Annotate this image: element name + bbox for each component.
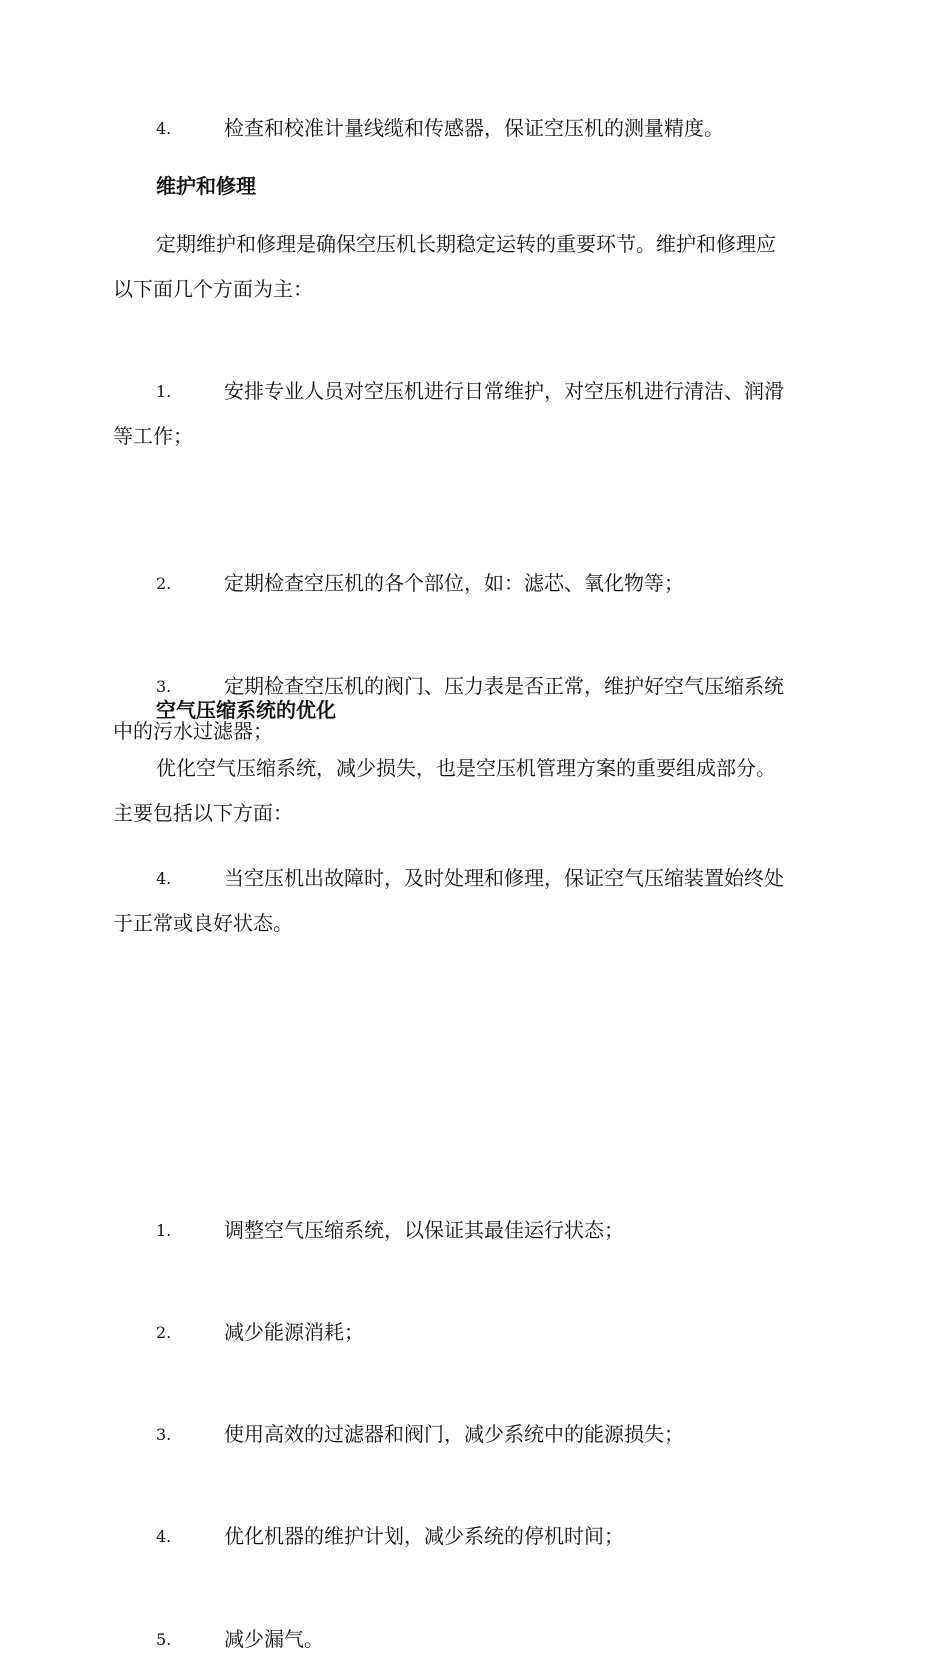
section-intro bbox=[113, 222, 835, 312]
list-item bbox=[113, 561, 835, 606]
list-number: 1. bbox=[156, 382, 172, 401]
list-number: 2. bbox=[156, 574, 172, 593]
list-text-continued: 等工作； bbox=[113, 424, 193, 448]
section-heading: 维护和修理 bbox=[156, 174, 256, 198]
list-item bbox=[113, 1310, 835, 1355]
list-item bbox=[113, 856, 835, 946]
intro-line-1: 定期维护和修理是确保空压机长期稳定运转的重要环节。维护和修理应 bbox=[156, 232, 776, 256]
list-number: 3. bbox=[156, 677, 172, 696]
section-heading-maintenance bbox=[113, 164, 835, 209]
intro-line-2: 以下面几个方面为主： bbox=[113, 277, 313, 301]
list-item bbox=[113, 1617, 835, 1662]
section-heading: 空气压缩系统的优化 bbox=[156, 698, 336, 722]
list-text: 减少能源消耗； bbox=[224, 1320, 364, 1344]
section-heading-optimization bbox=[113, 688, 835, 733]
list-number: 2. bbox=[156, 1323, 172, 1342]
list-text: 定期检查空压机的阀门、压力表是否正常，维护好空气压缩系统 bbox=[224, 674, 784, 698]
list-number: 5. bbox=[156, 1630, 172, 1649]
list-text: 使用高效的过滤器和阀门，减少系统中的能源损失； bbox=[224, 1422, 684, 1446]
list-text: 检查和校准计量线缆和传感器，保证空压机的测量精度。 bbox=[224, 116, 724, 140]
list-text: 优化机器的维护计划，减少系统的停机时间； bbox=[224, 1524, 624, 1548]
list-text: 减少漏气。 bbox=[224, 1627, 324, 1651]
list-item bbox=[113, 369, 835, 459]
list-text: 安排专业人员对空压机进行日常维护，对空压机进行清洁、润滑 bbox=[224, 379, 784, 403]
list-item bbox=[113, 106, 835, 151]
list-number: 3. bbox=[156, 1425, 172, 1444]
list-text: 当空压机出故障时，及时处理和修理，保证空气压缩装置始终处 bbox=[224, 866, 784, 890]
list-item bbox=[113, 1208, 835, 1253]
list-text-continued: 于正常或良好状态。 bbox=[113, 911, 293, 935]
list-item bbox=[113, 1412, 835, 1457]
list-text: 调整空气压缩系统，以保证其最佳运行状态； bbox=[224, 1218, 624, 1242]
list-number: 4. bbox=[156, 869, 172, 888]
list-number: 4. bbox=[156, 119, 172, 138]
intro-line-1: 优化空气压缩系统，减少损失，也是空压机管理方案的重要组成部分。 bbox=[156, 756, 776, 780]
list-number: 1. bbox=[156, 1221, 172, 1240]
list-text-continued: 中的污水过滤器； bbox=[113, 719, 273, 743]
intro-line-2: 主要包括以下方面： bbox=[113, 801, 293, 825]
list-number: 4. bbox=[156, 1527, 172, 1546]
list-item bbox=[113, 1514, 835, 1559]
section-intro bbox=[113, 746, 835, 836]
list-text: 定期检查空压机的各个部位，如：滤芯、氧化物等； bbox=[224, 571, 684, 595]
